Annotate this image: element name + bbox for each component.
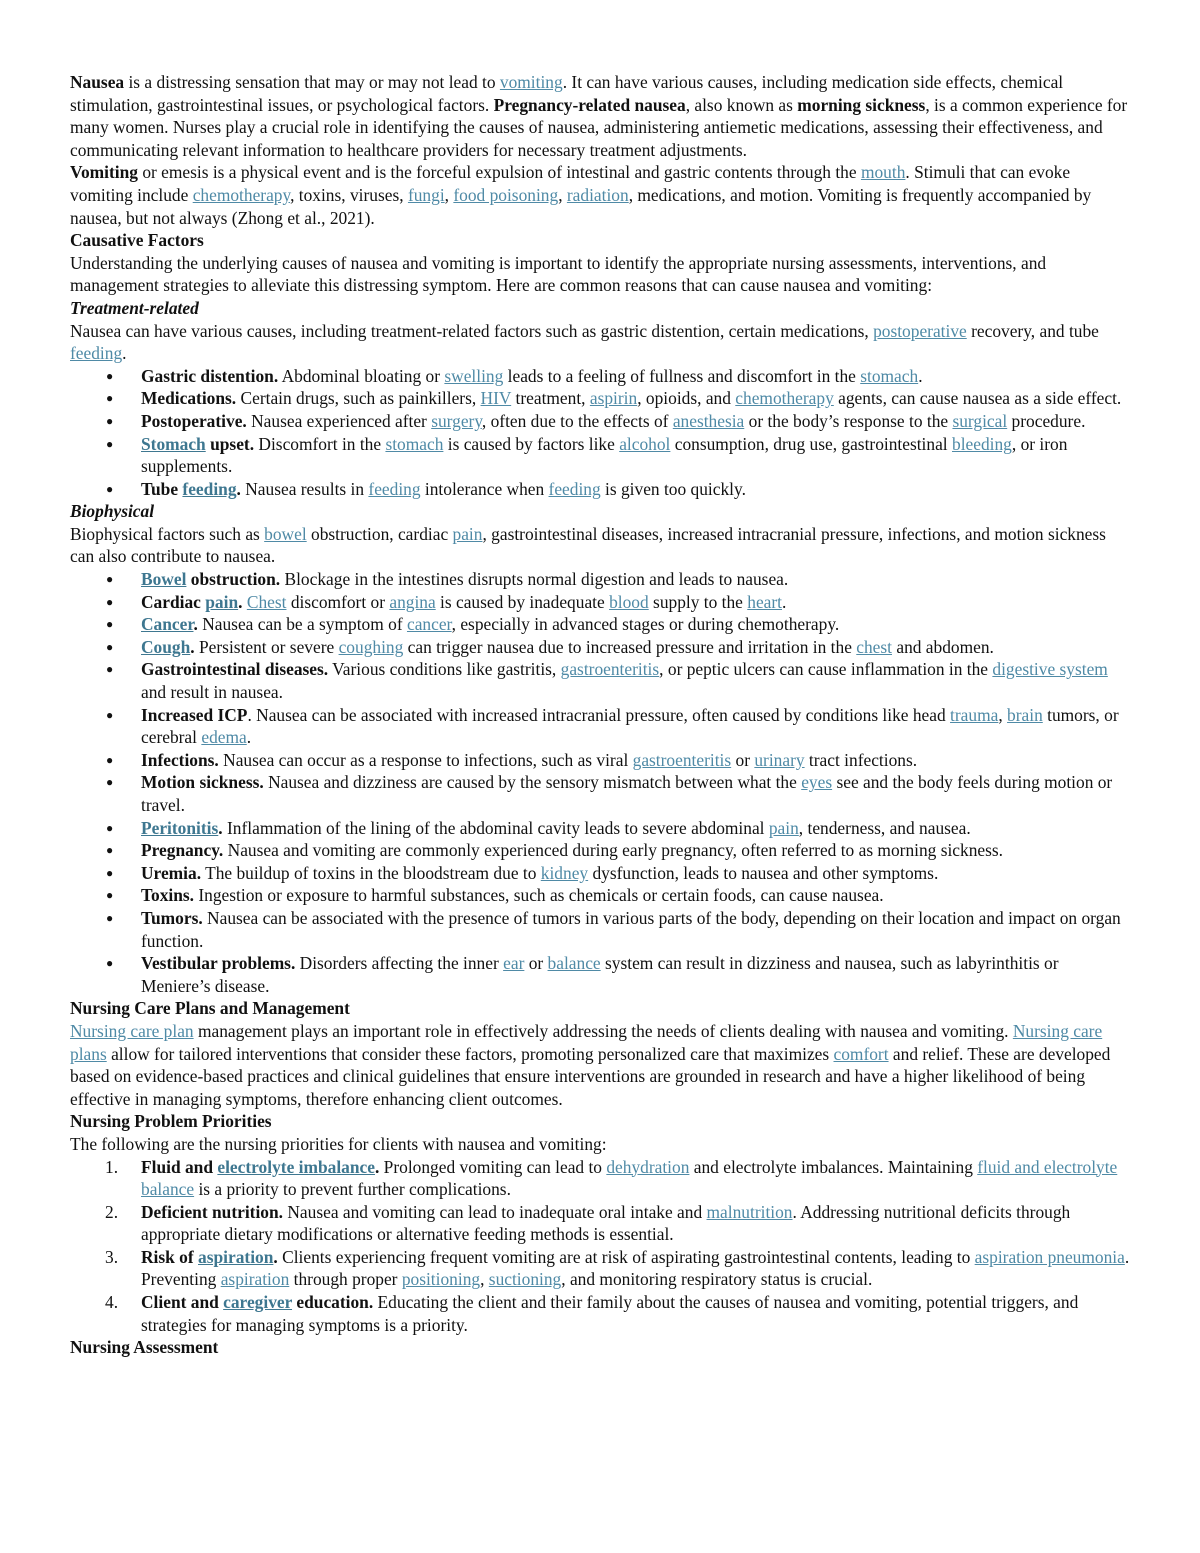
biophysical-list: [70, 568, 1132, 997]
text: , also known as: [685, 94, 798, 115]
text: Nausea can be a symptom of: [197, 614, 407, 635]
link-caregiver[interactable]: caregiver: [223, 1292, 293, 1313]
list-item: [70, 1291, 1132, 1336]
link-suctioning[interactable]: suctioning: [488, 1269, 562, 1290]
link-food-poisoning[interactable]: food poisoning: [453, 184, 559, 205]
text: .: [918, 365, 923, 386]
item-term: .: [193, 614, 198, 635]
text: Nausea results in: [240, 478, 369, 499]
item-term: Postoperative.: [141, 410, 247, 431]
text: , especially in advanced stages or during chemotherapy.: [451, 614, 840, 635]
list-item: [70, 410, 1132, 433]
priorities-intro: The following are the nursing priorities for clients with nausea and vomiting:: [70, 1133, 607, 1154]
text: Clients experiencing frequent vomiting are at risk of aspirating gastrointestinal contents, leading to: [277, 1246, 975, 1267]
link-positioning[interactable]: positioning: [401, 1269, 481, 1290]
link-gastroenteritis[interactable]: gastroenteritis: [560, 659, 660, 680]
treatment-related-heading: Treatment-related: [70, 297, 199, 318]
text: , and monitoring respiratory status is crucial.: [561, 1269, 873, 1290]
item-term: Cardiac: [141, 591, 206, 612]
item-term: Infections.: [141, 749, 219, 770]
priorities-heading: Nursing Problem Priorities: [70, 1111, 272, 1132]
link-hiv[interactable]: HIV: [480, 388, 512, 409]
link-feeding[interactable]: feeding: [182, 478, 237, 499]
text: tract infections.: [804, 749, 918, 770]
link-urinary[interactable]: urinary: [754, 749, 805, 770]
list-item: [70, 1246, 1132, 1291]
text: Nausea can be associated with the presence of tumors in various parts of the body, depending on their location and impact on organ function.: [141, 907, 1121, 951]
nausea-paragraph: [70, 71, 1132, 161]
text: is a priority to prevent further complications.: [194, 1179, 511, 1200]
text: Prolonged vomiting can lead to: [379, 1156, 607, 1177]
item-term: Risk of: [141, 1246, 199, 1267]
link-chest[interactable]: Chest: [246, 591, 287, 612]
item-term: .: [218, 817, 223, 838]
text: .: [782, 591, 787, 612]
text: Abdominal bloating or: [278, 365, 445, 386]
item-number: 1.: [105, 1156, 119, 1177]
text: , opioids, and: [637, 388, 736, 409]
treatment-related-list: [70, 365, 1132, 501]
item-term: .: [238, 591, 243, 612]
link-feeding[interactable]: feeding: [70, 343, 123, 364]
text: Disorders affecting the inner: [295, 953, 504, 974]
item-number: 2.: [105, 1201, 119, 1222]
text: is given too quickly.: [600, 478, 746, 499]
link-pain[interactable]: pain: [768, 817, 799, 838]
link-bowel[interactable]: Bowel: [141, 569, 187, 590]
text: , is a common experience for many women. Nurses play a crucial role in identifying the causes of nausea, administering antiemetic medications, assessing their effectiveness, and communicating relevant information to healthcare providers for necessary treatment adjustments.: [70, 94, 1128, 160]
list-item: [70, 884, 1132, 907]
text: leads to a feeling of fullness and discomfort in the: [503, 365, 861, 386]
link-heart[interactable]: heart: [747, 591, 783, 612]
nausea-term: Nausea: [70, 72, 125, 92]
item-term: .: [273, 1246, 278, 1267]
link-surgery[interactable]: surgery: [431, 410, 482, 431]
link-cough[interactable]: Cough: [141, 636, 191, 657]
text: is a distressing sensation that may or may not lead to: [124, 72, 500, 92]
text: Ingestion or exposure to harmful substances, such as chemicals or certain foods, can cause nausea.: [194, 885, 884, 906]
list-item: [70, 1156, 1132, 1201]
link-bleeding[interactable]: bleeding: [952, 433, 1012, 454]
text: Nausea and vomiting are commonly experienced during early pregnancy, often referred to as morning sickness.: [223, 840, 1004, 861]
link-stomach[interactable]: stomach: [860, 365, 919, 386]
care-plans-text: [70, 1020, 1132, 1110]
list-item: [70, 478, 1132, 501]
list-item: [70, 1201, 1132, 1246]
text: Nausea and dizziness are caused by the sensory mismatch between what the: [263, 772, 802, 793]
list-item: [70, 749, 1132, 772]
text: or emesis is a physical event and is the forceful expulsion of intestinal and gastric contents through the: [137, 162, 861, 183]
link-dehydration[interactable]: dehydration: [606, 1156, 690, 1177]
text: consumption, drug use, gastrointestinal: [670, 433, 952, 454]
text: . Stimuli that can evoke vomiting include: [70, 162, 1071, 205]
link-comfort[interactable]: comfort: [833, 1043, 889, 1064]
link-surgical[interactable]: surgical: [952, 410, 1008, 431]
link-mouth[interactable]: mouth: [860, 162, 906, 183]
list-item: [70, 613, 1132, 636]
text: and abdomen.: [892, 636, 994, 657]
text: . Addressing nutritional deficits through appropriate dietary modifications or alternative feeding methods is essential.: [141, 1201, 1071, 1245]
list-item: [70, 907, 1132, 952]
text: allow for tailored interventions that consider these factors, promoting personalized care that maximizes: [106, 1043, 834, 1064]
text: dysfunction, leads to nausea and other symptoms.: [588, 862, 939, 883]
link-stomach[interactable]: Stomach: [141, 433, 206, 454]
text: or the body’s response to the: [744, 410, 953, 431]
list-item: [70, 704, 1132, 749]
nursing-assessment-heading: Nursing Assessment: [70, 1337, 219, 1358]
list-item: [70, 862, 1132, 885]
link-anesthesia[interactable]: anesthesia: [672, 410, 745, 431]
list-item: [70, 817, 1132, 840]
link-swelling[interactable]: swelling: [444, 365, 504, 386]
link-angina[interactable]: angina: [389, 591, 436, 612]
text: The buildup of toxins in the bloodstream due to: [201, 862, 541, 883]
link-alcohol[interactable]: alcohol: [619, 433, 671, 454]
priorities-list: [70, 1156, 1132, 1337]
text: Discomfort in the: [254, 433, 386, 454]
text: , often due to the effects of: [481, 410, 673, 431]
link-malnutrition[interactable]: malnutrition: [706, 1201, 793, 1222]
text: Blockage in the intestines disrupts normal digestion and leads to nausea.: [280, 569, 789, 590]
item-term: Tube: [141, 478, 183, 499]
item-term: Pregnancy.: [141, 840, 224, 861]
text: Persistent or severe: [194, 636, 339, 657]
link-feeding[interactable]: feeding: [368, 478, 421, 499]
link-fungi[interactable]: fungi: [407, 184, 445, 205]
text: Biophysical factors such as: [70, 523, 265, 544]
item-term: Gastric distention.: [141, 365, 279, 386]
list-item: [70, 952, 1132, 997]
biophysical-heading: Biophysical: [70, 501, 155, 522]
treatment-related-text: [70, 320, 1132, 365]
item-term: Fluid and: [141, 1156, 218, 1177]
text: management plays an important role in effectively addressing the needs of clients dealing with nausea and vomiting.: [193, 1020, 1013, 1041]
link-ear[interactable]: ear: [503, 953, 525, 974]
link-chemotherapy[interactable]: chemotherapy: [192, 184, 291, 205]
link-eyes[interactable]: eyes: [801, 772, 833, 793]
text: and relief. These are developed based on evidence-based practices and clinical guidelines that ensure interventions are grounded in research and have a higher likelihood of being effective in managing symptoms, therefore enhancing client outcomes.: [70, 1043, 1111, 1109]
item-term: Gastrointestinal diseases.: [141, 659, 329, 680]
text: , or iron supplements.: [141, 433, 1068, 477]
text: treatment,: [511, 388, 590, 409]
list-item: [70, 365, 1132, 388]
link-trauma[interactable]: trauma: [950, 704, 999, 725]
link-brain[interactable]: brain: [1007, 704, 1043, 725]
link-aspiration[interactable]: aspiration: [198, 1246, 274, 1267]
text: or: [731, 749, 755, 770]
list-item: [70, 433, 1132, 478]
biophysical-text: [70, 523, 1132, 568]
link-electrolyte-imbalance[interactable]: electrolyte imbalance: [217, 1156, 375, 1177]
list-item: [70, 591, 1132, 614]
item-term: Increased ICP: [141, 704, 248, 725]
text: . Preventing: [141, 1246, 1130, 1290]
item-term: Vestibular problems.: [141, 953, 296, 974]
link-aspiration-pneumonia[interactable]: aspiration pneumonia: [974, 1246, 1125, 1267]
text: see and the body feels during motion or travel.: [141, 772, 1113, 815]
text: through proper: [289, 1269, 402, 1290]
item-term: Client and: [141, 1292, 224, 1313]
text: Nausea experienced after: [246, 410, 432, 431]
item-term: education.: [292, 1292, 374, 1313]
link-fluid-electrolyte-balance[interactable]: fluid and electrolyte balance: [141, 1156, 1118, 1200]
text: is caused by factors like: [443, 433, 620, 454]
list-item: [70, 658, 1132, 703]
link-nursing-care-plans[interactable]: Nursing care plans: [70, 1020, 1103, 1064]
link-bowel[interactable]: bowel: [264, 523, 307, 544]
link-radiation[interactable]: radiation: [566, 184, 629, 205]
text: Nausea and vomiting can lead to inadequate oral intake and: [283, 1201, 707, 1222]
vomiting-term: Vomiting: [70, 162, 138, 183]
text: intolerance when: [420, 478, 549, 499]
link-nursing-care-plan[interactable]: Nursing care plan: [70, 1020, 194, 1041]
text: Various conditions like gastritis,: [328, 659, 561, 680]
item-term: Medications.: [141, 388, 237, 409]
text: . It can have various causes, including medication side effects, chemical stimulation, gastrointestinal issues, or psychological factors.: [70, 72, 1064, 115]
text: is caused by inadequate: [435, 591, 610, 612]
text: Nausea can occur as a response to infections, such as viral: [218, 749, 633, 770]
link-feeding[interactable]: feeding: [548, 478, 601, 499]
link-pain[interactable]: pain: [452, 523, 483, 544]
text: ,: [998, 704, 1008, 725]
link-pain[interactable]: pain: [205, 591, 239, 612]
link-aspiration[interactable]: aspiration: [220, 1269, 290, 1290]
item-term: .: [374, 1156, 380, 1177]
list-item: [70, 568, 1132, 591]
item-term: Deficient nutrition.: [141, 1201, 284, 1222]
link-cancer[interactable]: cancer: [406, 614, 452, 635]
text: and result in nausea.: [141, 682, 283, 703]
link-coughing[interactable]: coughing: [338, 636, 404, 657]
item-term: .: [190, 636, 195, 657]
text: , tenderness, and nausea.: [798, 817, 971, 838]
morning-sickness-term: morning sickness: [797, 94, 926, 115]
text: Educating the client and their family about the causes of nausea and vomiting, potential triggers, and strategies for managing symptoms is a priority.: [141, 1292, 1079, 1335]
list-item: [70, 839, 1132, 862]
text: , or peptic ulcers can cause inflammation in the: [659, 659, 993, 680]
text: Nausea can have various causes, including treatment-related factors such as gastric distention, certain medications,: [70, 320, 874, 341]
text: procedure.: [1007, 410, 1086, 431]
text: .: [122, 343, 127, 364]
link-aspirin[interactable]: aspirin: [589, 388, 638, 409]
care-plans-heading: Nursing Care Plans and Management: [70, 998, 350, 1019]
text: and electrolyte imbalances. Maintaining: [689, 1156, 978, 1177]
item-term: Motion sickness.: [141, 772, 264, 793]
text: . Nausea can be associated with increased intracranial pressure, often caused by conditions like head: [247, 704, 951, 725]
item-term: Uremia.: [141, 862, 202, 883]
list-item: [70, 636, 1132, 659]
text: tumors, or cerebral: [141, 704, 1119, 748]
link-digestive-system[interactable]: digestive system: [992, 659, 1108, 680]
text: ,: [480, 1269, 489, 1290]
link-vomiting[interactable]: vomiting: [499, 72, 563, 92]
link-peritonitis[interactable]: Peritonitis: [141, 817, 219, 838]
link-chemotherapy[interactable]: chemotherapy: [735, 388, 834, 409]
text: recovery, and tube: [966, 320, 1099, 341]
item-term: upset.: [205, 433, 255, 454]
list-item: [70, 387, 1132, 410]
text: Inflammation of the lining of the abdominal cavity leads to severe abdominal: [222, 817, 769, 838]
text: can trigger nausea due to increased pressure and irritation in the: [403, 636, 857, 657]
text: ,: [558, 184, 567, 205]
text: , medications, and motion. Vomiting is frequently accompanied by nausea, but not always (Zhong et al., 2021).: [70, 184, 1092, 228]
item-number: 4.: [105, 1292, 119, 1313]
text: ,: [444, 184, 454, 205]
list-item: [70, 771, 1132, 816]
document-page: [70, 71, 1132, 1359]
text: .: [246, 727, 252, 748]
item-term: obstruction.: [186, 569, 281, 590]
text: discomfort or: [286, 591, 390, 612]
text: , gastrointestinal diseases, increased intracranial pressure, infections, and motion sickness can also contribute to nausea.: [70, 523, 1106, 567]
link-stomach[interactable]: stomach: [385, 433, 444, 454]
text: , toxins, viruses,: [290, 184, 408, 205]
causative-factors-text: Understanding the underlying causes of nausea and vomiting is important to identify the appropriate nursing assessments, interventions, and management strategies to alleviate this distressing symptom. Here are common reasons that can cause nausea and vomiting:: [70, 252, 1047, 296]
item-term: .: [236, 478, 241, 499]
text: obstruction, cardiac: [306, 523, 453, 544]
pregnancy-nausea-term: Pregnancy-related nausea: [493, 94, 686, 115]
item-number: 3.: [105, 1246, 119, 1267]
link-cancer[interactable]: Cancer: [141, 614, 194, 635]
text: system can result in dizziness and nausea, such as labyrinthitis or Meniere’s disease.: [141, 953, 1059, 996]
link-gastroenteritis[interactable]: gastroenteritis: [632, 749, 732, 770]
vomiting-paragraph: [70, 161, 1132, 229]
text: supply to the: [648, 591, 748, 612]
link-blood[interactable]: blood: [609, 591, 649, 612]
link-chest[interactable]: chest: [856, 636, 892, 657]
link-balance[interactable]: balance: [547, 953, 601, 974]
text: or: [524, 953, 548, 974]
link-postoperative[interactable]: postoperative: [873, 320, 967, 341]
link-kidney[interactable]: kidney: [540, 862, 589, 883]
text: Certain drugs, such as painkillers,: [236, 388, 481, 409]
causative-factors-heading: Causative Factors: [70, 230, 204, 251]
item-term: Toxins.: [141, 885, 195, 906]
text: agents, can cause nausea as a side effect.: [833, 388, 1122, 409]
link-edema[interactable]: edema: [201, 727, 247, 748]
item-term: Tumors.: [141, 907, 203, 928]
